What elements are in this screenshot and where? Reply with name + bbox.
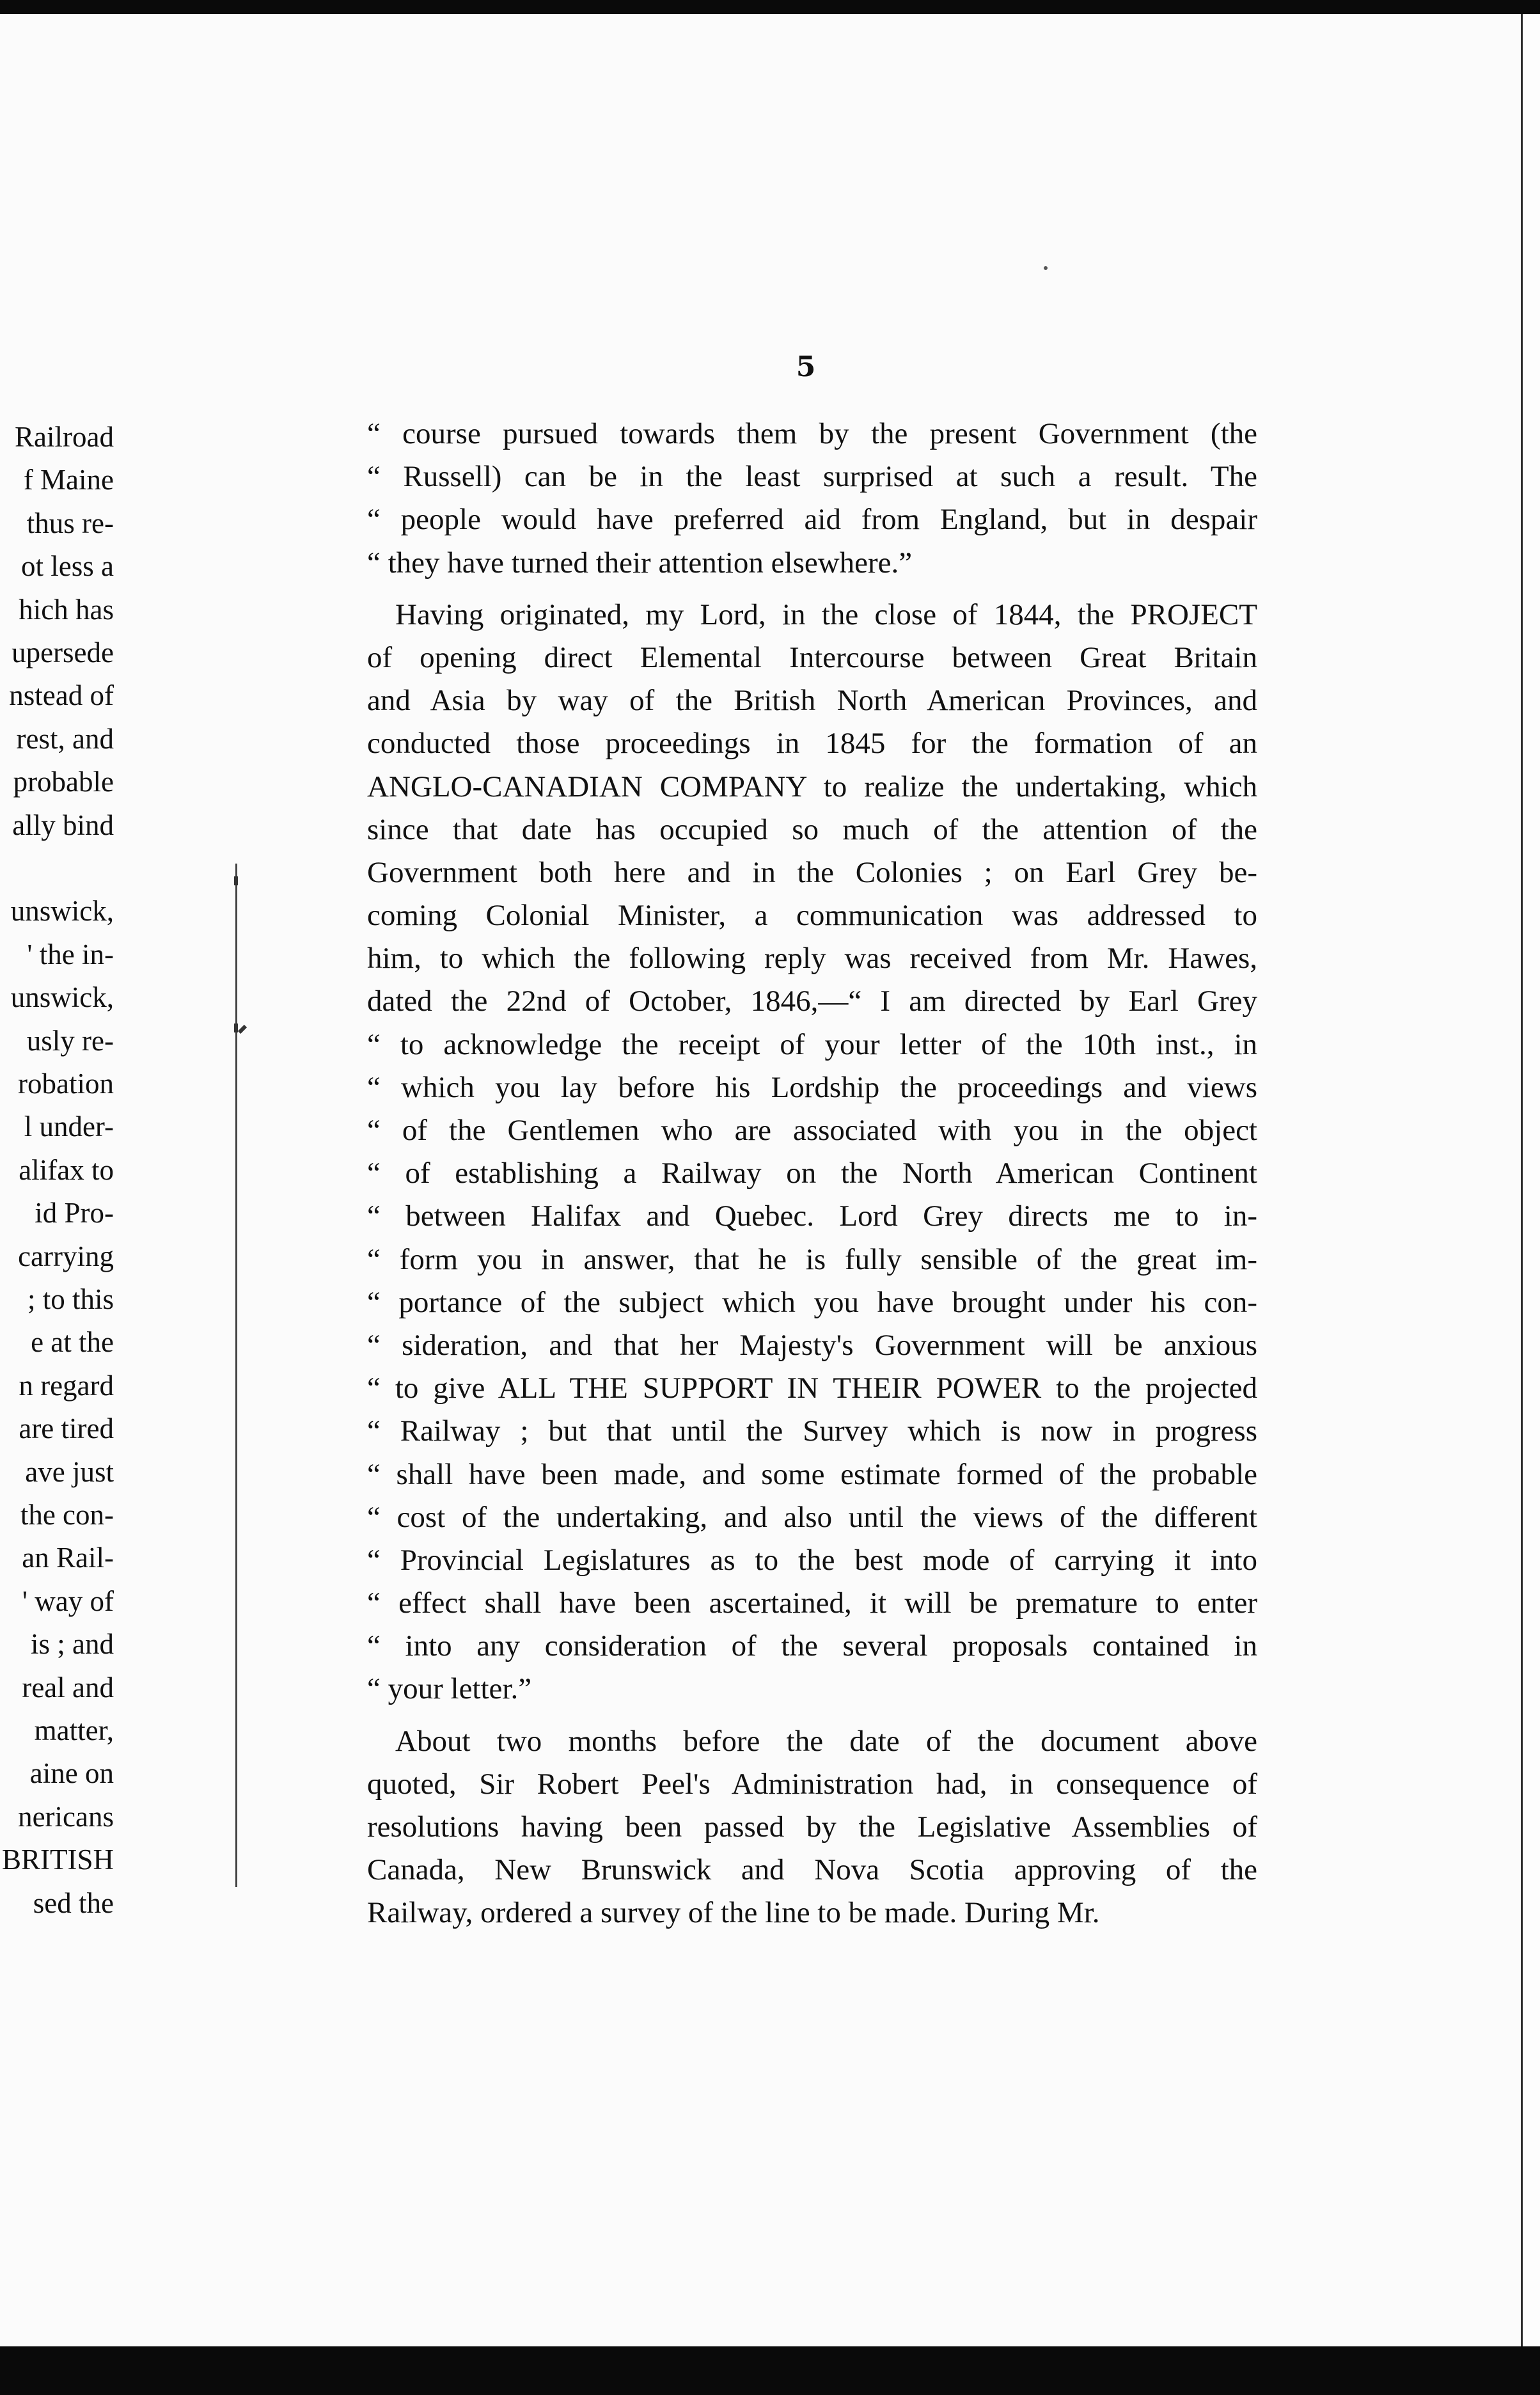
- text-line: quoted, Sir Robert Peel's Administration had, in consequence of: [367, 1767, 1257, 1801]
- text-line: coming Colonial Minister, a communication was addressed to: [367, 899, 1257, 933]
- text-line: “ your letter.”: [367, 1672, 532, 1706]
- left-fragment-line: robation: [18, 1068, 114, 1100]
- gutter-shadow: [235, 864, 237, 1887]
- left-fragment-line: an Rail-: [22, 1542, 114, 1574]
- text-line: “ Railway ; but that until the Survey which is now in progress: [367, 1414, 1257, 1448]
- paragraph: [367, 594, 1257, 1711]
- left-fragment-line: ; to this: [27, 1283, 114, 1315]
- left-fragment-line: Railroad: [15, 421, 114, 453]
- text-line: “ form you in answer, that he is fully sensible of the great im-: [367, 1242, 1257, 1276]
- text-line: “ course pursued towards them by the present Government (the: [367, 417, 1257, 450]
- gutter-mark: [238, 1025, 247, 1034]
- text-line: “ which you lay before his Lordship the proceedings and views: [367, 1070, 1257, 1104]
- gutter-mark: [234, 876, 238, 885]
- text-line: and Asia by way of the British North American Provinces, and: [367, 684, 1257, 718]
- left-fragment-line: alifax to: [19, 1153, 114, 1186]
- dust-speck: [1044, 266, 1048, 270]
- left-fragment-line: rest, and: [16, 722, 114, 755]
- left-fragment-line: l under-: [24, 1111, 114, 1143]
- paragraph: [367, 1720, 1257, 1935]
- left-fragment-line: nericans: [18, 1800, 114, 1833]
- left-fragment-line: id Pro-: [35, 1197, 114, 1229]
- left-fragment-line: ally bind: [12, 809, 114, 841]
- text-line: “ shall have been made, and some estimate formed of the probable: [367, 1457, 1257, 1491]
- main-text-body: [367, 413, 1257, 1935]
- text-line: Government both here and in the Colonies ; on Earl Grey be-: [367, 855, 1257, 889]
- text-line: Railway, ordered a survey of the line to be made. During Mr.: [367, 1896, 1100, 1930]
- left-fragment-line: carrying: [18, 1240, 114, 1272]
- left-fragment-line: ' way of: [22, 1585, 114, 1617]
- text-line: “ into any consideration of the several proposals contained in: [367, 1629, 1257, 1663]
- paragraph: [367, 413, 1257, 585]
- left-fragment-line: hich has: [19, 593, 114, 626]
- scan-bottom-border: [0, 2346, 1540, 2395]
- text-line: “ between Halifax and Quebec. Lord Grey directs me to in-: [367, 1199, 1257, 1233]
- left-fragment-line: ' the in-: [27, 938, 114, 970]
- left-fragment-line: unswick,: [10, 895, 114, 928]
- left-fragment-line: e at the: [31, 1326, 114, 1359]
- left-fragment-line: ot less a: [21, 550, 114, 583]
- text-line: “ they have turned their attention elsewhere.”: [367, 546, 913, 580]
- left-fragment-line: ave just: [25, 1455, 114, 1488]
- left-fragment-line: matter,: [34, 1714, 114, 1746]
- text-line: “ portance of the subject which you have brought under his con-: [367, 1285, 1257, 1319]
- text-line: dated the 22nd of October, 1846,—“ I am directed by Earl Grey: [367, 984, 1257, 1018]
- text-line: Having originated, my Lord, in the close of 1844, the PROJECT: [395, 597, 1257, 631]
- text-line: “ Provincial Legislatures as to the best mode of carrying it into: [367, 1543, 1257, 1577]
- left-fragment-line: n regard: [19, 1369, 114, 1402]
- text-line: conducted those proceedings in 1845 for the formation of an: [367, 727, 1257, 761]
- text-line: “ to acknowledge the receipt of your letter of the 10th inst., in: [367, 1027, 1257, 1061]
- text-line: since that date has occupied so much of the attention of the: [367, 812, 1257, 846]
- left-fragment-line: usly re-: [26, 1024, 114, 1057]
- left-fragment-line: sed the: [33, 1886, 114, 1919]
- text-line: “ effect shall have been ascertained, it will be premature to enter: [367, 1586, 1257, 1620]
- text-line: “ people would have preferred aid from England, but in despair: [367, 503, 1257, 537]
- left-fragment-line: probable: [13, 766, 114, 798]
- text-line: “ of establishing a Railway on the North American Continent: [367, 1157, 1257, 1190]
- left-fragment-line: nstead of: [9, 679, 114, 712]
- left-fragment-line: unswick,: [10, 981, 114, 1014]
- left-fragment-line: f Maine: [23, 464, 114, 496]
- text-line: him, to which the following reply was received from Mr. Hawes,: [367, 942, 1257, 976]
- left-fragment-line: BRITISH: [1, 1844, 114, 1876]
- left-fragment-line: real and: [22, 1671, 114, 1703]
- left-fragment-line: is ; and: [31, 1628, 114, 1661]
- page-number: 5: [796, 351, 816, 383]
- left-fragment-line: the con-: [20, 1499, 114, 1531]
- left-fragment-line: upersede: [12, 636, 114, 668]
- text-line: resolutions having been passed by the Legislative Assemblies of: [367, 1810, 1257, 1844]
- text-line: “ sideration, and that her Majesty's Government will be anxious: [367, 1328, 1257, 1362]
- left-fragment-line: are tired: [19, 1412, 114, 1445]
- scan-top-border: [0, 0, 1540, 14]
- text-line: “ cost of the undertaking, and also until the views of the different: [367, 1500, 1257, 1534]
- text-line: “ to give ALL THE SUPPORT IN THEIR POWER to the projected: [367, 1371, 1257, 1405]
- left-fragment-line: aine on: [29, 1757, 114, 1790]
- text-line: of opening direct Elemental Intercourse between Great Britain: [367, 640, 1257, 674]
- text-line: About two months before the date of the document above: [395, 1724, 1257, 1758]
- scan-right-edge: [1521, 14, 1540, 2346]
- text-line: ANGLO-CANADIAN COMPANY to realize the undertaking, which: [367, 770, 1257, 803]
- text-line: Canada, New Brunswick and Nova Scotia approving of the: [367, 1853, 1257, 1887]
- text-line: “ of the Gentlemen who are associated with you in the object: [367, 1114, 1257, 1147]
- left-fragment-line: thus re-: [26, 507, 114, 539]
- text-line: “ Russell) can be in the least surprised at such a result. The: [367, 460, 1257, 494]
